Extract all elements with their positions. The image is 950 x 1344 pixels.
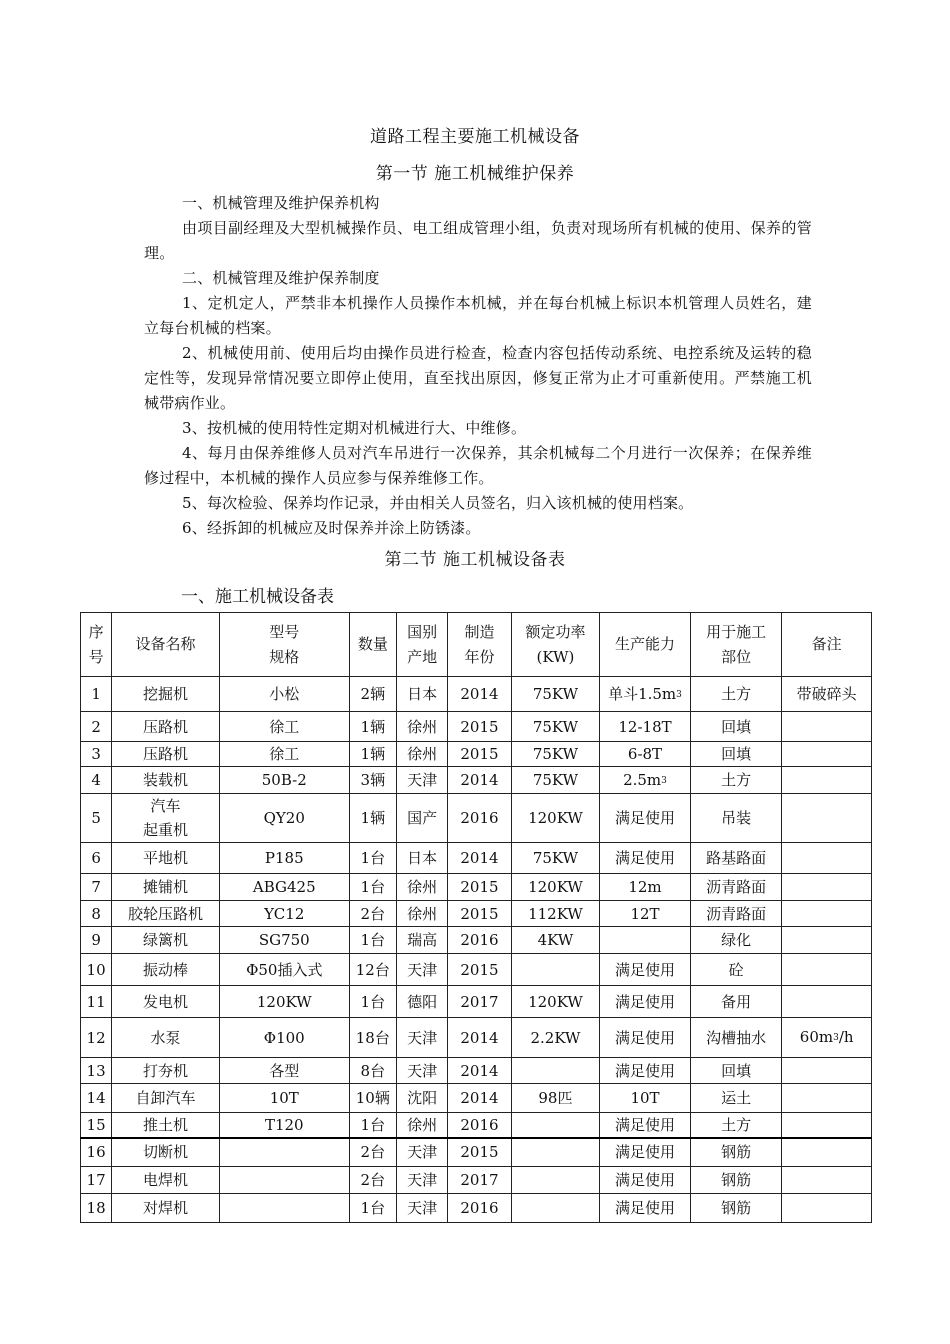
table-row [81, 843, 872, 874]
table-cell: 2015 [448, 1138, 511, 1166]
table-cell: 摊铺机 [112, 874, 220, 901]
table-cell: 10T [219, 1084, 349, 1113]
table-cell: 16 [81, 1138, 112, 1166]
table-cell [782, 712, 872, 742]
table-cell: 回填 [690, 742, 782, 767]
header-cell: 用于施工 部位 [690, 613, 782, 677]
paragraph: 2、机械使用前、使用后均由操作员进行检查，检查内容包括传动系统、电控系统及运转的稳定性等，发现异常情况要立即停止使用，直至找出原因，修复正常为止才可重新使用。严禁施工机械带病作业。 [144, 344, 812, 412]
table-cell: 3辆 [349, 767, 396, 794]
table-row [81, 677, 872, 712]
table-cell: 120KW [219, 986, 349, 1018]
table-cell: 汽车 起重机 [112, 794, 220, 843]
table-cell: 2014 [448, 677, 511, 712]
table-row [81, 1193, 872, 1222]
table-cell [600, 927, 691, 954]
paragraph: 1、定机定人，严禁非本机操作人员操作本机械，并在每台机械上标识本机管理人员姓名，建立每台机械的档案。 [144, 294, 812, 337]
table-cell: 17 [81, 1166, 112, 1193]
table-cell: 1台 [349, 1193, 396, 1222]
table-cell [782, 1166, 872, 1193]
table-cell: $60m^3/h$ [782, 1018, 872, 1058]
table-cell [219, 1193, 349, 1222]
table-cell: 满足使用 [600, 1193, 691, 1222]
table-cell: 德阳 [396, 986, 447, 1018]
table-row [81, 742, 872, 767]
table-cell [782, 794, 872, 843]
table-cell: 15 [81, 1113, 112, 1139]
table-cell: 2台 [349, 1138, 396, 1166]
table-cell: 满足使用 [600, 986, 691, 1018]
table-cell: 国产 [396, 794, 447, 843]
document-title: 道路工程主要施工机械设备 [370, 127, 580, 147]
table-cell: 压路机 [112, 742, 220, 767]
table-cell: 日本 [396, 677, 447, 712]
table-row [81, 901, 872, 927]
table-cell: 满足使用 [600, 1018, 691, 1058]
table-cell: 2 [81, 712, 112, 742]
table-cell: 切断机 [112, 1138, 220, 1166]
section-2-title: 第二节 施工机械设备表 [384, 550, 566, 570]
table-row [81, 954, 872, 986]
header-cell: 国别 产地 [396, 613, 447, 677]
table-cell: 发电机 [112, 986, 220, 1018]
table-cell: 沈阳 [396, 1084, 447, 1113]
table-cell: 徐州 [396, 742, 447, 767]
table-cell: 天津 [396, 1193, 447, 1222]
table-cell [782, 1113, 872, 1139]
table-cell: 12 [81, 1018, 112, 1058]
paragraph: 5、每次检验、保养均作记录，并由相关人员签名，归入该机械的使用档案。 [182, 494, 694, 512]
table-row [81, 767, 872, 794]
table-row [81, 1018, 872, 1058]
table-row [81, 794, 872, 843]
table-heading: 一、施工机械设备表 [181, 587, 334, 607]
table-cell: 瑞高 [396, 927, 447, 954]
table-cell: 满足使用 [600, 1166, 691, 1193]
table-cell: 2.2KW [511, 1018, 600, 1058]
table-cell: 112KW [511, 901, 600, 927]
paragraph: 4、每月由保养维修人员对汽车吊进行一次保养，其余机械每二个月进行一次保养；在保养维修过程中，本机械的操作人员应参与保养维修工作。 [144, 444, 812, 487]
table-cell: 小松 [219, 677, 349, 712]
table-cell [782, 927, 872, 954]
table-row [81, 1138, 872, 1166]
table-cell: 1台 [349, 986, 396, 1018]
table-cell: 7 [81, 874, 112, 901]
paragraph: 二、机械管理及维护保养制度 [182, 269, 380, 287]
table-cell: 2台 [349, 1166, 396, 1193]
table-cell: 天津 [396, 1166, 447, 1193]
table-cell: 满足使用 [600, 843, 691, 874]
table-row [81, 927, 872, 954]
table-cell [782, 1058, 872, 1084]
table-cell: 钢筋 [690, 1193, 782, 1222]
table-cell: 98匹 [511, 1084, 600, 1113]
table-cell: 4 [81, 767, 112, 794]
table-cell: 徐州 [396, 874, 447, 901]
table-cell: 各型 [219, 1058, 349, 1084]
table-cell: 压路机 [112, 712, 220, 742]
table-cell: P185 [219, 843, 349, 874]
table-cell: 水泵 [112, 1018, 220, 1058]
table-cell: 吊装 [690, 794, 782, 843]
table-cell: QY20 [219, 794, 349, 843]
table-cell [782, 1193, 872, 1222]
table-cell: 3 [81, 742, 112, 767]
table-cell: 2016 [448, 1193, 511, 1222]
table-cell: 1台 [349, 927, 396, 954]
table-cell: 1 [81, 677, 112, 712]
table-cell: 10T [600, 1084, 691, 1113]
table-cell [782, 986, 872, 1018]
table-cell: 天津 [396, 1138, 447, 1166]
table-cell: 2014 [448, 1058, 511, 1084]
table-cell: 120KW [511, 874, 600, 901]
table-cell: $2.5m^3$ [600, 767, 691, 794]
equipment-table [80, 612, 872, 1223]
table-cell: 自卸汽车 [112, 1084, 220, 1113]
table-cell: 120KW [511, 986, 600, 1018]
table-cell: 2017 [448, 1166, 511, 1193]
table-cell: Φ100 [219, 1018, 349, 1058]
table-cell: 对焊机 [112, 1193, 220, 1222]
table-cell: 2016 [448, 1113, 511, 1139]
table-cell: 徐州 [396, 901, 447, 927]
table-cell [782, 1084, 872, 1113]
table-cell: 1辆 [349, 712, 396, 742]
table-row [81, 1084, 872, 1113]
table-cell: T120 [219, 1113, 349, 1139]
table-cell: 2014 [448, 767, 511, 794]
table-cell: 备用 [690, 986, 782, 1018]
table-cell: 电焊机 [112, 1166, 220, 1193]
table-cell [782, 767, 872, 794]
table-cell: 75KW [511, 712, 600, 742]
table-cell: 运土 [690, 1084, 782, 1113]
table-cell: 单斗$1.5m^3$ [600, 677, 691, 712]
table-cell: 2014 [448, 1084, 511, 1113]
header-cell: 额定功率 (KW) [511, 613, 600, 677]
table-cell: 4KW [511, 927, 600, 954]
table-cell: 挖掘机 [112, 677, 220, 712]
paragraph: 3、按机械的使用特性定期对机械进行大、中维修。 [182, 419, 527, 437]
table-cell: 土方 [690, 767, 782, 794]
table-cell: 胶轮压路机 [112, 901, 220, 927]
table-cell: Φ50插入式 [219, 954, 349, 986]
table-cell: YC12 [219, 901, 349, 927]
table-cell: 10辆 [349, 1084, 396, 1113]
table-cell: 天津 [396, 767, 447, 794]
header-cell: 序 号 [81, 613, 112, 677]
table-cell: 9 [81, 927, 112, 954]
table-row [81, 986, 872, 1018]
table-cell [782, 901, 872, 927]
table-cell [511, 1166, 600, 1193]
table-cell [511, 954, 600, 986]
table-cell: 18台 [349, 1018, 396, 1058]
table-row [81, 874, 872, 901]
table-cell: 平地机 [112, 843, 220, 874]
header-cell: 数量 [349, 613, 396, 677]
table-cell [782, 1138, 872, 1166]
table-cell: 75KW [511, 742, 600, 767]
table-cell: 天津 [396, 1058, 447, 1084]
table-row [81, 712, 872, 742]
table-cell: 钢筋 [690, 1138, 782, 1166]
table-cell: 日本 [396, 843, 447, 874]
table-cell: 12-18T [600, 712, 691, 742]
table-cell: 徐州 [396, 712, 447, 742]
table-cell [511, 1058, 600, 1084]
table-cell: 6 [81, 843, 112, 874]
table-cell [219, 1138, 349, 1166]
table-cell: 12台 [349, 954, 396, 986]
header-cell: 型号 规格 [219, 613, 349, 677]
table-cell: 满足使用 [600, 954, 691, 986]
table-row [81, 1166, 872, 1193]
table-cell: 土方 [690, 1113, 782, 1139]
paragraph: 6、经拆卸的机械应及时保养并涂上防锈漆。 [182, 519, 481, 537]
table-cell: 满足使用 [600, 1058, 691, 1084]
table-cell: 回填 [690, 712, 782, 742]
table-cell: 2台 [349, 901, 396, 927]
table-cell: 绿篱机 [112, 927, 220, 954]
table-cell: 2辆 [349, 677, 396, 712]
table-cell: 12T [600, 901, 691, 927]
table-cell: 钢筋 [690, 1166, 782, 1193]
table-cell [511, 1113, 600, 1139]
table-cell: 1台 [349, 843, 396, 874]
table-cell: 满足使用 [600, 794, 691, 843]
header-cell: 备注 [782, 613, 872, 677]
table-header-row [81, 613, 872, 677]
table-cell: 满足使用 [600, 1138, 691, 1166]
table-cell: 14 [81, 1084, 112, 1113]
table-cell: 天津 [396, 1018, 447, 1058]
table-cell: 装载机 [112, 767, 220, 794]
table-cell: 2015 [448, 954, 511, 986]
table-cell: 天津 [396, 954, 447, 986]
table-cell [511, 1193, 600, 1222]
table-cell [782, 954, 872, 986]
table-cell: 75KW [511, 843, 600, 874]
table-cell [782, 742, 872, 767]
table-cell: 绿化 [690, 927, 782, 954]
table-cell: 11 [81, 986, 112, 1018]
paragraph: 由项目副经理及大型机械操作员、电工组成管理小组，负责对现场所有机械的使用、保养的管理。 [144, 219, 812, 262]
table-cell: 回填 [690, 1058, 782, 1084]
table-cell: 2017 [448, 986, 511, 1018]
paragraph: 一、机械管理及维护保养机构 [182, 194, 380, 212]
table-cell: 10 [81, 954, 112, 986]
table-row [81, 1058, 872, 1084]
table-cell: 满足使用 [600, 1113, 691, 1139]
header-cell: 生产能力 [600, 613, 691, 677]
table-cell: 1辆 [349, 794, 396, 843]
table-cell: 2016 [448, 794, 511, 843]
table-cell: ABG425 [219, 874, 349, 901]
table-cell: 振动棒 [112, 954, 220, 986]
table-cell: 2016 [448, 927, 511, 954]
table-cell: 2014 [448, 1018, 511, 1058]
table-cell: 8 [81, 901, 112, 927]
table-cell: 砼 [690, 954, 782, 986]
table-cell: 1台 [349, 1113, 396, 1139]
table-cell: 1台 [349, 874, 396, 901]
table-cell: 12m [600, 874, 691, 901]
header-cell: 制造 年份 [448, 613, 511, 677]
section-1-body [144, 191, 812, 541]
table-cell: 沟槽抽水 [690, 1018, 782, 1058]
section-1-title: 第一节 施工机械维护保养 [375, 164, 575, 184]
table-cell [511, 1138, 600, 1166]
table-cell [782, 874, 872, 901]
table-cell: 120KW [511, 794, 600, 843]
table-cell [219, 1166, 349, 1193]
table-cell: 5 [81, 794, 112, 843]
table-cell: 75KW [511, 767, 600, 794]
table-cell: 2015 [448, 742, 511, 767]
table-cell: SG750 [219, 927, 349, 954]
table-cell: 8台 [349, 1058, 396, 1084]
table-cell: 2014 [448, 843, 511, 874]
table-cell: 打夯机 [112, 1058, 220, 1084]
table-cell: 沥青路面 [690, 901, 782, 927]
table-cell [782, 843, 872, 874]
table-cell: 50B-2 [219, 767, 349, 794]
table-cell: 徐工 [219, 712, 349, 742]
table-cell: 75KW [511, 677, 600, 712]
table-cell: 徐州 [396, 1113, 447, 1139]
table-cell: 2015 [448, 712, 511, 742]
table-cell: 带破碎头 [782, 677, 872, 712]
table-cell: 13 [81, 1058, 112, 1084]
table-cell: 6-8T [600, 742, 691, 767]
table-cell: 路基路面 [690, 843, 782, 874]
table-cell: 推土机 [112, 1113, 220, 1139]
header-cell: 设备名称 [112, 613, 220, 677]
table-cell: 徐工 [219, 742, 349, 767]
table-cell: 18 [81, 1193, 112, 1222]
table-cell: 1辆 [349, 742, 396, 767]
table-cell: 2015 [448, 874, 511, 901]
table-cell: 2015 [448, 901, 511, 927]
table-row [81, 1113, 872, 1139]
table-cell: 土方 [690, 677, 782, 712]
table-cell: 沥青路面 [690, 874, 782, 901]
